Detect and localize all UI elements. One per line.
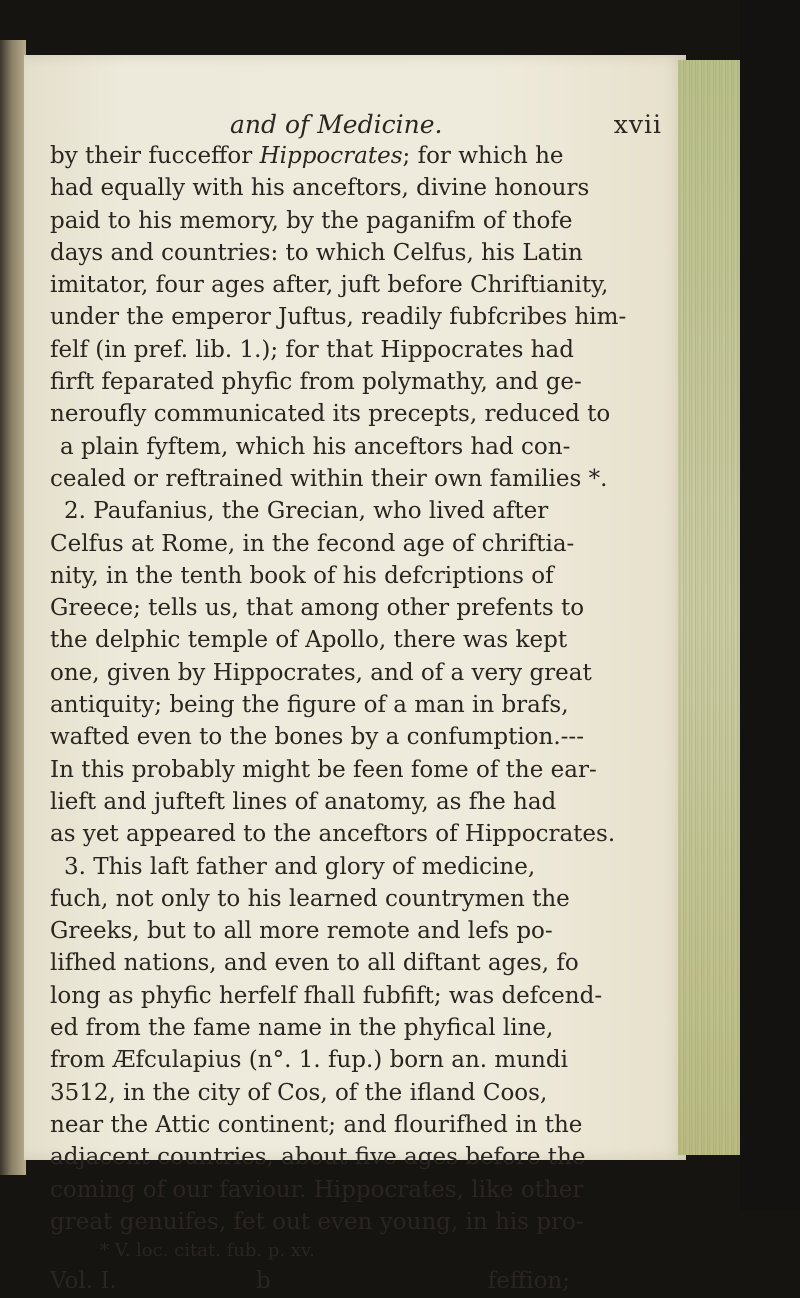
text-line-segment: from Æfculapius (n°. 1. fup.) born an. mundi [50,1047,568,1074]
text-line-segment: coming of our faviour. Hippocrates, like other [50,1176,584,1203]
text-line-segment: neroufly communicated its precepts, reduced to [50,401,611,428]
text-line-segment: 3. This laft father and glory of medicine, [64,853,536,880]
text-line-segment: firft feparated phyfic from polymathy, and ge- [50,369,582,396]
text-line-segment: great genuifes, fet out even young, in his pro- [50,1208,584,1235]
text-line [50,883,570,915]
text-line-segment: Greeks, but to all more remote and lefs po- [50,918,553,945]
text-line [50,1174,584,1206]
text-line-segment: as yet appeared to the anceftors of Hippocrates. [50,821,616,848]
text-line [50,689,570,721]
text-line [50,754,597,786]
text-line [50,786,570,818]
text-line [50,1012,570,1044]
text-line-segment: ; for which he [402,143,564,169]
text-line-segment: under the emperor Juftus, readily fubfcribes him- [50,304,627,331]
text-line-segment: wafted even to the bones by a confumption.--- [50,724,584,751]
volume-signature: Vol. I. [50,1268,117,1295]
body-text [50,140,627,1298]
text-line [50,463,608,495]
page-footer [50,1264,570,1298]
text-line-segment: felf (in pref. lib. 1.); for that Hippocrates had [50,336,574,363]
text-line [50,301,627,333]
previous-page-edge [0,40,26,1175]
text-line-segment: lieft and jufteft lines of anatomy, as fhe had [50,788,557,815]
page-header [220,110,662,142]
text-line-segment: cealed or reftrained within their own families *. [50,465,608,492]
text-line-segment: Greece; tells us, that among other prefents to [50,595,585,622]
text-line-segment: imitator, four ages after, juft before Chriftianity, [50,272,609,299]
text-line [50,818,616,850]
text-line [50,721,584,753]
text-line [50,915,570,947]
text-line [50,431,570,463]
page-number: xvii [613,110,662,139]
page-fore-edge [678,60,740,1155]
text-line [50,560,570,592]
text-line [50,366,582,398]
text-line [50,237,583,269]
text-line [50,657,592,689]
text-line-segment: Celfus at Rome, in the fecond age of chriftia- [50,530,575,557]
text-line-segment: 2. Paufanius, the Grecian, who lived after [64,498,549,525]
text-line-segment: fuch, not only to his learned countrymen the [50,885,570,912]
text-line [50,624,570,656]
text-line-segment: paid to his memory, by the paganifm of thofe [50,207,573,234]
text-line-segment: nity, in the tenth book of his defcriptions of [50,562,554,589]
text-line [50,980,603,1012]
text-line-segment: the delphic temple of Apollo, there was kept [50,627,568,654]
text-line [50,528,575,560]
text-line-segment: ed from the fame name in the phyfical line, [50,1015,554,1042]
text-line-segment: near the Attic continent; and flourifhed in the [50,1111,583,1138]
text-line-segment: by their fucceffor [50,143,260,169]
text-line-segment: a plain fyftem, which his anceftors had con- [60,433,571,460]
text-line [50,1141,586,1173]
text-line [50,851,570,883]
text-line-segment: antiquity; being the figure of a man in brafs, [50,692,569,719]
footnote: * V. loc. citat. fub. p. xv. [100,1240,315,1262]
text-lines [50,140,627,1238]
text-line [50,592,585,624]
text-line-segment: 3512, in the city of Cos, of the ifland Coos, [50,1079,548,1106]
italic-name: Hippocrates [259,143,403,169]
text-line [50,398,611,430]
text-line [50,1044,570,1076]
text-line-segment: long as phyfic herfelf fhall fubfift; was defcend- [50,982,603,1009]
text-line-segment: days and countries: to which Celfus, his Latin [50,239,583,266]
catchword: feffion; [487,1268,570,1295]
text-line-segment: had equally with his anceftors, divine honours [50,175,590,202]
running-head: and of Medicine. [230,110,443,139]
signature-mark: b [256,1268,271,1295]
text-line [50,269,609,301]
text-line-segment: adjacent countries, about five ages before the [50,1144,586,1171]
text-line [50,205,573,237]
text-line-segment: lifhed nations, and even to all diftant ages, fo [50,950,579,977]
text-line [50,1077,570,1109]
text-line [50,1109,583,1141]
text-line [50,947,579,979]
text-line [50,334,574,366]
text-line-segment: one, given by Hippocrates, and of a very great [50,659,592,686]
text-line [50,172,590,204]
text-line [50,1206,584,1238]
background-dark [740,0,800,1210]
text-line [50,140,570,172]
text-line [50,495,570,527]
text-line-segment: In this probably might be feen fome of the ear- [50,756,597,783]
